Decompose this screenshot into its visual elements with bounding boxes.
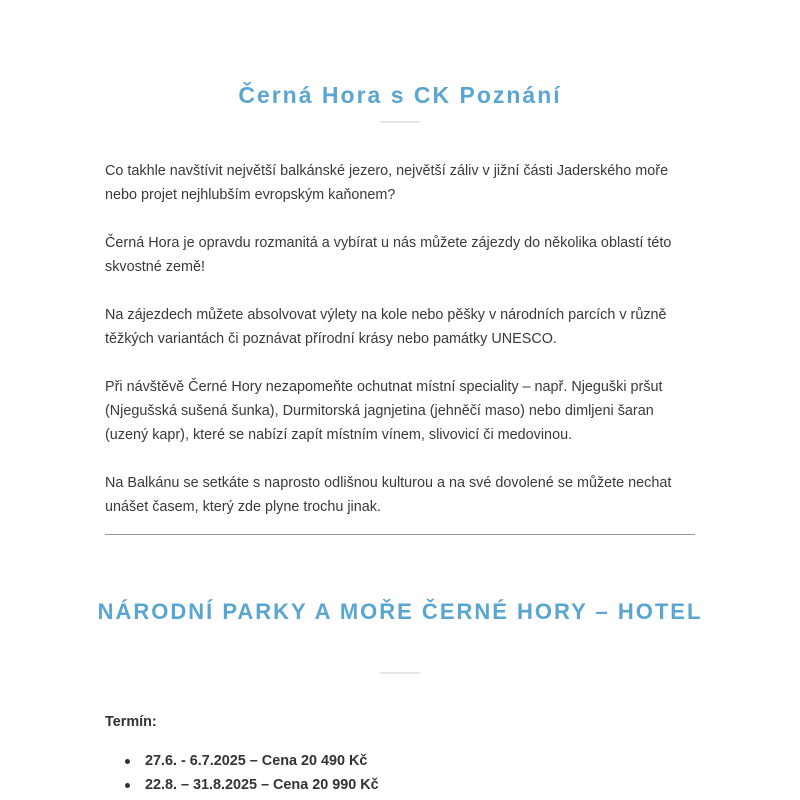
section-divider — [105, 534, 695, 535]
article-paragraph: Černá Hora je opravdu rozmanitá a vybírat u nás můžete zájezdy do několika oblastí této skvostné země! — [105, 235, 672, 275]
tour-title[interactable]: NÁRODNÍ PARKY A MOŘE ČERNÉ HORY – HOTEL — [97, 599, 703, 624]
term-list — [105, 749, 379, 797]
bullet-icon — [125, 759, 130, 764]
article-paragraph: Na zájezdech můžete absolvovat výlety na kole nebo pěšky v národních parcích v různě těžkých variantách či poznávat přírodní krásy nebo památky UNESCO. — [105, 307, 667, 347]
bullet-icon — [125, 783, 130, 788]
title-divider — [380, 121, 420, 123]
term-item-text: 27.6. - 6.7.2025 – Cena 20 490 Kč — [145, 753, 368, 769]
article-body — [105, 159, 700, 543]
term-item — [105, 749, 379, 773]
term-label: Termín: — [105, 714, 157, 730]
article-title: Černá Hora s CK Poznání — [238, 82, 562, 108]
article-paragraph: Na Balkánu se setkáte s naprosto odlišnou kulturou a na své dovolené se můžete nechat unášet časem, který zde plyne trochu jinak. — [105, 475, 672, 515]
title-divider — [380, 672, 420, 674]
term-item — [105, 773, 379, 797]
article-paragraph: Co takhle navštívit největší balkánské jezero, největší záliv v jižní části Jaderského moře nebo projet nejhlubším evropským kaňonem? — [105, 163, 669, 203]
article-paragraph: Při návštěvě Černé Hory nezapomeňte ochutnat místní speciality – např. Njeguški pršut (Njegušská sušená šunka), Durmitorská jagnjetina (jehněčí maso) nebo dimljeni šaran (uzený kapr), které se nabízí zapít místním vínem, slivovicí či medovinou. — [105, 379, 663, 443]
term-item-text: 22.8. – 31.8.2025 – Cena 20 990 Kč — [145, 777, 379, 793]
